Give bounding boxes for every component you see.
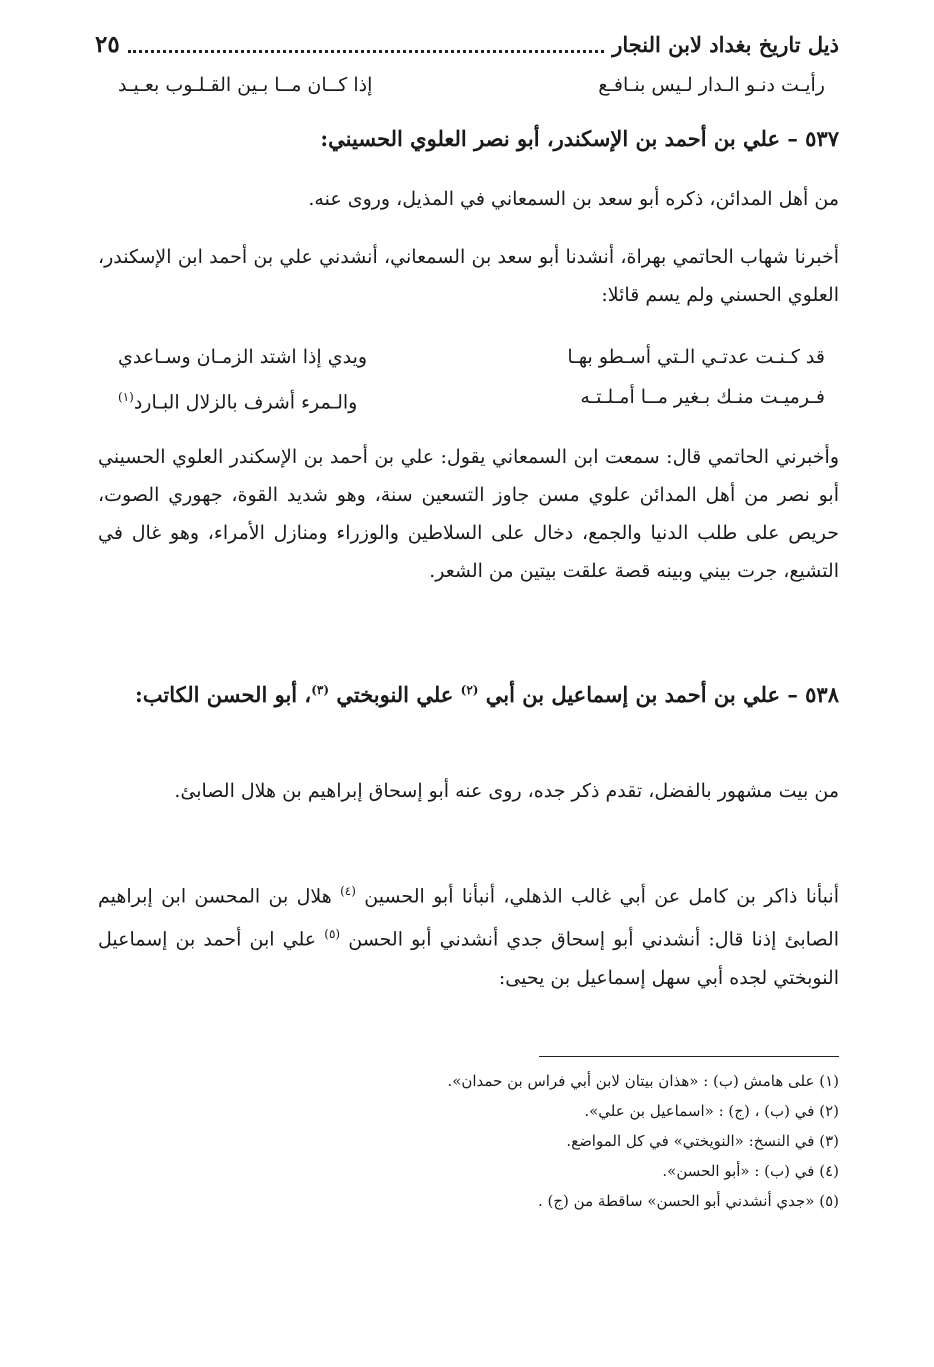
paragraph-part: أنبأنا ذاكر بن كامل عن أبي غالب الذهلي، أنبأنا أبو الحسين <box>364 885 839 908</box>
entry-538-paragraph-2 <box>98 872 839 997</box>
footnote-3: (٣) في النسخ: «النويختي» في كل المواضع. <box>566 1132 839 1150</box>
entry-537-paragraph-1: من أهل المدائن، ذكره أبو سعد بن السمعاني في المذيل، وروى عنه. <box>308 188 839 210</box>
verse-hemistich-second <box>98 380 469 414</box>
heading-part: علي النوبختي <box>336 682 454 707</box>
entry-537-heading: ٥٣٧ – علي بن أحمد بن الإسكندر، أبو نصر العلوي الحسيني: <box>320 126 839 151</box>
entry-538-heading <box>98 668 839 717</box>
footnote-marker: (٣) <box>311 683 330 697</box>
heading-part: ، أبو الحسن الكاتب: <box>135 682 312 707</box>
footnote-4: (٤) في (ب) : «أبو الحسن». <box>662 1162 839 1180</box>
footnote-2: (٢) في (ب) ، (ج) : «اسماعيل بن علي». <box>584 1102 839 1120</box>
entry-537-verse-1 <box>98 340 839 374</box>
opening-verse <box>98 68 839 102</box>
footnote-marker: (٤) <box>340 884 356 898</box>
verse-hemistich-second: ويدي إذا اشتد الزمـان وسـاعدي <box>118 346 368 368</box>
paragraph-part: هلال بن المحسن ابن إبراهيم الصابئ إذنا قال: أنشدني أبو إسحاق جدي أنشدني أبو الحسن <box>98 885 839 951</box>
footnote-marker: (١) <box>118 390 134 404</box>
verse-hemistich-first: قد كـنـت عدتـي الـتي أسـطو بهـا <box>567 346 825 368</box>
footnote-marker: (٢) <box>460 683 479 697</box>
verse-hemistich-second: إذا كــان مــا بـين القـلـوب بعـيـد <box>118 74 373 96</box>
footnote-5: (٥) «جدي أنشدني أبو الحسن» ساقطة من (ج) . <box>537 1192 839 1210</box>
book-title: ذيل تاريخ بغداد لابن النجار <box>612 31 839 57</box>
footnote-marker: (٥) <box>324 927 341 942</box>
header-dotted-leader <box>128 36 604 53</box>
entry-537-verse-2 <box>98 380 839 414</box>
entry-537-paragraph-2: أخبرنا شهاب الحاتمي بهراة، أنشدنا أبو سعد بن السمعاني، أنشدني علي بن أحمد ابن الإسكندر، العلوي الحسني ولم يسم قائلا: <box>98 246 839 306</box>
footnote-separator <box>539 1056 839 1057</box>
page-number: ٢٥ <box>95 30 120 58</box>
running-header <box>95 24 839 64</box>
verse-hemistich-first: فـرميـت منـك بـغير مــا أمـلـتـه <box>580 386 825 408</box>
heading-part: ٥٣٨ – علي بن أحمد بن إسماعيل بن أبي <box>485 682 839 707</box>
footnotes <box>98 1066 839 1216</box>
verse-hemistich-first: رأيـت دنـو الـدار لـيس بنـافـع <box>598 74 825 96</box>
entry-538-paragraph-1: من بيت مشهور بالفضل، تقدم ذكر جده، روى عنه أبو إسحاق إبراهيم بن هلال الصابئ. <box>174 780 839 802</box>
paragraph-part: علي ابن أحمد بن إسماعيل النوبختي لجده أبي سهل إسماعيل بن يحيى: <box>98 928 839 989</box>
entry-537-paragraph-3: وأخبرني الحاتمي قال: سمعت ابن السمعاني يقول: علي بن أحمد بن الإسكندر العلوي الحسيني أبو نصر من أهل المدائن علوي مسن جاوز التسعين سنة، وهو شديد القوة، جهوري الصوت، حريص على طلب الدنيا والجمع، دخال على السلاطين والوزراء ومنازل الأمراء، وهو غال في التشيع، جرت بيني وبينه قصة علقت بيتين من الشعر. <box>98 446 839 582</box>
verse-text: والـمرء أشرف بالزلال البـارد <box>133 391 358 414</box>
footnote-1: (١) على هامش (ب) : «هذان بيتان لابن أبي فراس بن حمدان». <box>447 1072 839 1090</box>
